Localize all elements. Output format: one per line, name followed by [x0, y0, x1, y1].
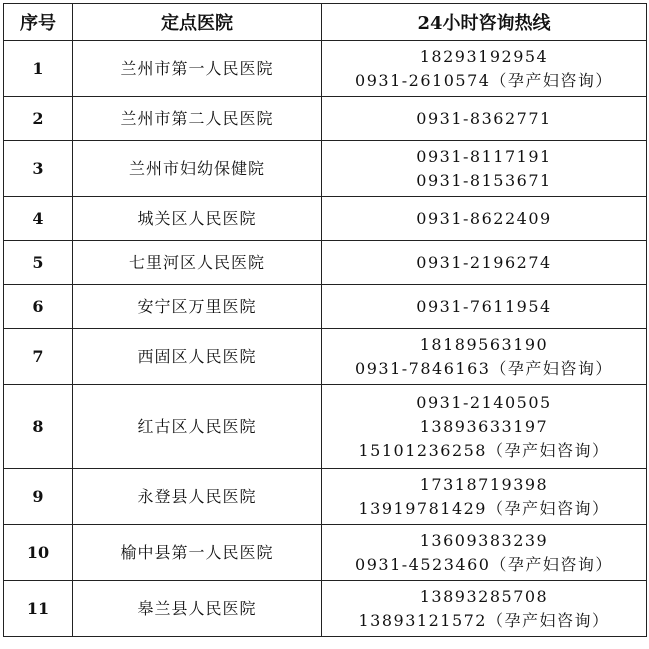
row-number: 4 [4, 197, 73, 241]
table-row [4, 241, 647, 285]
phone-number: 15101236258（孕产妇咨询） [358, 440, 610, 460]
table-row [4, 197, 647, 241]
hotline-cell [322, 241, 647, 285]
table-row [4, 581, 647, 637]
phone-number: 0931-8153671 [416, 170, 552, 190]
table-row [4, 285, 647, 329]
row-number: 8 [4, 385, 73, 469]
hospital-name: 永登县人民医院 [73, 469, 322, 525]
hospital-name: 七里河区人民医院 [73, 241, 322, 285]
hotline-cell [322, 285, 647, 329]
hospital-name: 兰州市第二人民医院 [73, 97, 322, 141]
row-number: 3 [4, 141, 73, 197]
header-hospital: 定点医院 [73, 4, 322, 41]
hospital-name: 城关区人民医院 [73, 197, 322, 241]
row-number: 11 [4, 581, 73, 637]
phone-number: 18293192954 [419, 46, 549, 66]
row-number: 7 [4, 329, 73, 385]
hospital-name: 安宁区万里医院 [73, 285, 322, 329]
header-no: 序号 [4, 4, 73, 41]
table-row [4, 469, 647, 525]
phone-number: 0931-2610574（孕产妇咨询） [355, 70, 613, 90]
hotline-cell [322, 97, 647, 141]
row-number: 10 [4, 525, 73, 581]
phone-number: 17318719398 [419, 474, 549, 494]
phone-number: 0931-8362771 [416, 108, 552, 128]
phone-number: 0931-4523460（孕产妇咨询） [355, 554, 613, 574]
hotline-cell [322, 469, 647, 525]
phone-number: 0931-7846163（孕产妇咨询） [355, 358, 613, 378]
row-number: 1 [4, 41, 73, 97]
phone-number: 13893285708 [419, 586, 549, 606]
phone-number: 13609383239 [419, 530, 549, 550]
hotline-cell [322, 329, 647, 385]
phone-number: 0931-7611954 [416, 296, 552, 316]
table-row [4, 329, 647, 385]
hospital-name: 兰州市妇幼保健院 [73, 141, 322, 197]
phone-number: 18189563190 [419, 334, 549, 354]
hospital-name: 榆中县第一人民医院 [73, 525, 322, 581]
row-number: 5 [4, 241, 73, 285]
hospital-name: 西固区人民医院 [73, 329, 322, 385]
table-row [4, 41, 647, 97]
row-number: 2 [4, 97, 73, 141]
hospital-hotline-table [3, 3, 647, 637]
table-row [4, 385, 647, 469]
hospital-name: 红古区人民医院 [73, 385, 322, 469]
phone-number: 0931-2140505 [416, 392, 552, 412]
table-row [4, 97, 647, 141]
table-row [4, 525, 647, 581]
hotline-cell [322, 141, 647, 197]
hotline-cell [322, 385, 647, 469]
row-number: 9 [4, 469, 73, 525]
phone-number: 13893121572（孕产妇咨询） [358, 610, 610, 630]
phone-number: 0931-8117191 [416, 146, 552, 166]
row-number: 6 [4, 285, 73, 329]
hotline-cell [322, 41, 647, 97]
hospital-name: 兰州市第一人民医院 [73, 41, 322, 97]
phone-number: 13919781429（孕产妇咨询） [358, 498, 610, 518]
hotline-cell [322, 581, 647, 637]
header-row [4, 4, 647, 41]
table-row [4, 141, 647, 197]
header-hotline: 24小时咨询热线 [322, 4, 647, 41]
phone-number: 0931-2196274 [416, 252, 552, 272]
hotline-cell [322, 197, 647, 241]
hospital-name: 皋兰县人民医院 [73, 581, 322, 637]
phone-number: 13893633197 [419, 416, 549, 436]
hotline-cell [322, 525, 647, 581]
phone-number: 0931-8622409 [416, 208, 552, 228]
